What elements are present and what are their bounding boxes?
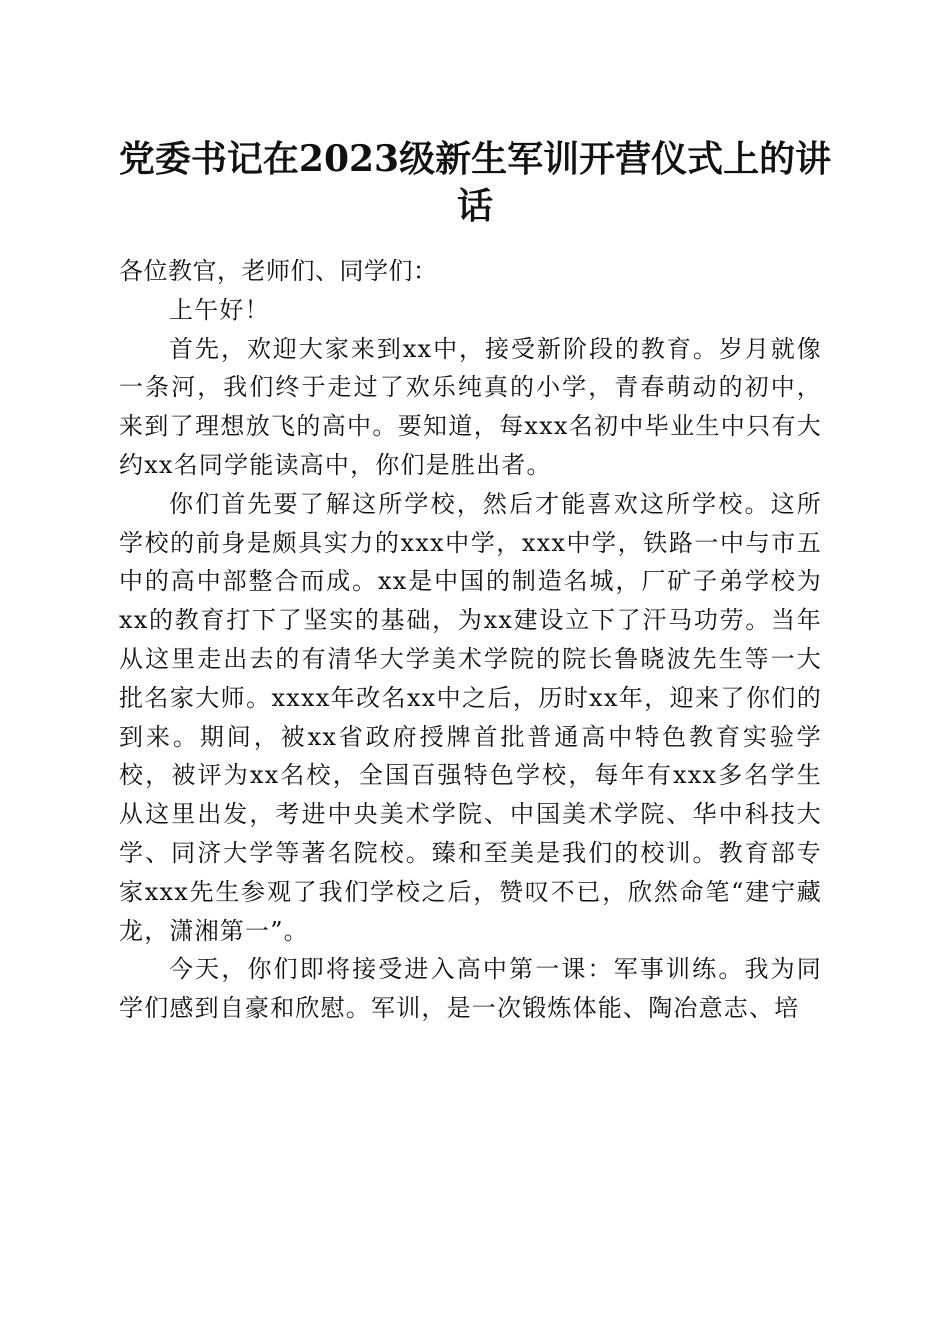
paragraph: 上午好！ [169,295,270,324]
paragraph: 今天，你们即将接受进入高中第一课：军事训练。我为同学们感到自豪和欣慰。军训，是一次锻炼体能、陶冶意志、培 [119,955,822,1023]
paragraph: 首先，欢迎大家来到xx中，接受新阶段的教育。岁月就像一条河，我们终于走过了欢乐纯真的小学，青春萌动的初中，来到了理想放飞的高中。要知道，每xxx名初中毕业生中只有大约xx名同学能读高中，你们是胜出者。 [119,334,822,479]
paragraph: 你们首先要了解这所学校，然后才能喜欢这所学校。这所学校的前身是颇具实力的xxx中学，xxx中学，铁路一中与市五中的高中部整合而成。xx是中国的制造名城，厂矿子弟学校为xx的教育打下了坚实的基础，为xx建设立下了汗马功劳。当年从这里走出去的有清华大学美术学院的院长鲁晓波先生等一大批名家大师。xxxx年改名xx中之后，历时xx年，迎来了你们的到来。期间，被xx省政府授牌首批普通高中特色教育实验学校，被评为xx名校，全国百强特色学校，每年有xxx多名学生从这里出发，考进中央美术学院、中国美术学院、华中科技大学、同济大学等著名院校。臻和至美是我们的校训。教育部专家xxx先生参观了我们学校之后，赞叹不已，欣然命笔“建宁藏龙，潇湘第一”。 [119,489,822,945]
document-body [119,252,822,1028]
document-title: 党委书记在2023级新生军训开营仪式上的讲话 [118,138,832,227]
salutation: 各位教官，老师们、同学们： [119,257,438,285]
